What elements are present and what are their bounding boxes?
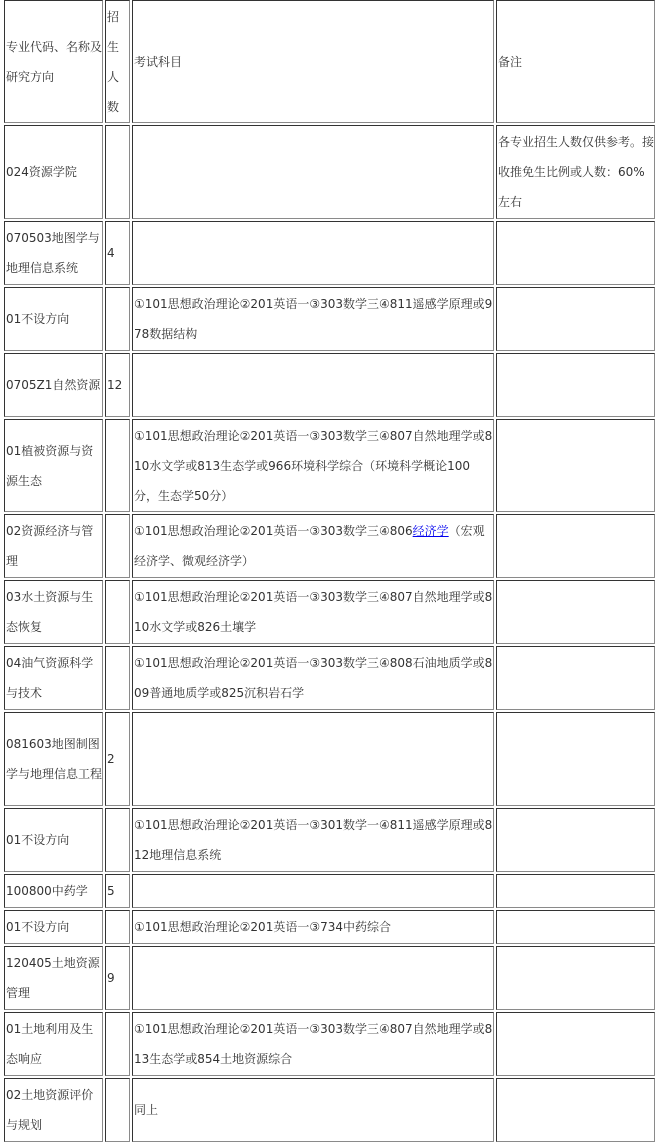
- table-row: [4, 221, 655, 285]
- count-cell: 2: [105, 712, 130, 806]
- table-row: [4, 1078, 655, 1142]
- table-row: [4, 419, 655, 512]
- major-cell: 02资源经济与管理: [4, 514, 103, 578]
- table-row: [4, 910, 655, 944]
- header-count-char: 数: [107, 99, 120, 114]
- table-row: [4, 646, 655, 710]
- major-cell: 02土地资源评价与规划: [4, 1078, 103, 1142]
- notes-cell: [496, 287, 655, 351]
- count-cell: [105, 514, 130, 578]
- header-notes: 备注: [496, 0, 655, 123]
- count-cell: 9: [105, 946, 130, 1010]
- major-cell: 120405土地资源管理: [4, 946, 103, 1010]
- table-row: [4, 712, 655, 806]
- subjects-cell: [132, 514, 494, 578]
- count-cell: 12: [105, 353, 130, 417]
- count-cell: [105, 287, 130, 351]
- table-row: [4, 580, 655, 644]
- notes-cell: [496, 808, 655, 872]
- major-cell: 100800中药学: [4, 874, 103, 908]
- count-cell: [105, 808, 130, 872]
- subjects-cell: ①101思想政治理论②201英语一③303数学三④808石油地质学或809普通地质学或825沉积岩石学: [132, 646, 494, 710]
- subjects-cell: ①101思想政治理论②201英语一③303数学三④807自然地理学或813生态学或854土地资源综合: [132, 1012, 494, 1076]
- notes-cell: [496, 353, 655, 417]
- subjects-cell: [132, 125, 494, 219]
- major-cell: 0705Z1自然资源: [4, 353, 103, 417]
- count-cell: [105, 419, 130, 512]
- major-cell: 070503地图学与地理信息系统: [4, 221, 103, 285]
- subjects-cell: [132, 353, 494, 417]
- subjects-cell: ①101思想政治理论②201英语一③303数学三④807自然地理学或810水文学或826土壤学: [132, 580, 494, 644]
- notes-cell: [496, 712, 655, 806]
- header-subjects: 考试科目: [132, 0, 494, 123]
- header-count-char: 生: [107, 39, 120, 54]
- subjects-prefix: ①101思想政治理论②201英语一③303数学三④806: [134, 524, 413, 538]
- count-cell: 5: [105, 874, 130, 908]
- table-row: [4, 353, 655, 417]
- subjects-cell: [132, 712, 494, 806]
- notes-cell: [496, 514, 655, 578]
- subjects-suffix: （宏观经济学、微观经济学）: [134, 524, 485, 568]
- subjects-cell: [132, 946, 494, 1010]
- admissions-table: [2, 0, 657, 1144]
- major-cell: 01不设方向: [4, 910, 103, 944]
- subjects-cell: 同上: [132, 1078, 494, 1142]
- economics-link[interactable]: 经济学: [412, 524, 449, 538]
- notes-cell: [496, 874, 655, 908]
- count-cell: [105, 1078, 130, 1142]
- header-count-char: 人: [107, 69, 120, 84]
- table-row: [4, 514, 655, 578]
- table-row: [4, 287, 655, 351]
- table-row: [4, 125, 655, 219]
- count-cell: 4: [105, 221, 130, 285]
- count-cell: [105, 125, 130, 219]
- notes-cell: [496, 580, 655, 644]
- major-cell: 01不设方向: [4, 287, 103, 351]
- notes-cell: [496, 1012, 655, 1076]
- major-cell: 01不设方向: [4, 808, 103, 872]
- notes-cell: [496, 910, 655, 944]
- notes-cell: [496, 1078, 655, 1142]
- notes-cell: [496, 419, 655, 512]
- major-cell: 04油气资源科学与技术: [4, 646, 103, 710]
- major-cell: 03水土资源与生态恢复: [4, 580, 103, 644]
- subjects-cell: [132, 874, 494, 908]
- subjects-cell: ①101思想政治理论②201英语一③303数学三④811遥感学原理或978数据结构: [132, 287, 494, 351]
- major-cell: 01植被资源与资源生态: [4, 419, 103, 512]
- notes-cell: [496, 646, 655, 710]
- header-count-char: 招: [107, 9, 120, 24]
- table-row: [4, 874, 655, 908]
- table-row: [4, 1012, 655, 1076]
- notes-cell: [496, 946, 655, 1010]
- major-cell: 01土地利用及生态响应: [4, 1012, 103, 1076]
- notes-cell: 各专业招生人数仅供参考。接收推免生比例或人数：60%左右: [496, 125, 655, 219]
- subjects-cell: ①101思想政治理论②201英语一③303数学三④807自然地理学或810水文学或813生态学或966环境科学综合（环境科学概论100分，生态学50分）: [132, 419, 494, 512]
- count-cell: [105, 646, 130, 710]
- subjects-cell: [132, 221, 494, 285]
- major-cell: 081603地图制图学与地理信息工程: [4, 712, 103, 806]
- table-row: [4, 946, 655, 1010]
- count-cell: [105, 1012, 130, 1076]
- count-cell: [105, 910, 130, 944]
- subjects-cell: ①101思想政治理论②201英语一③734中药综合: [132, 910, 494, 944]
- header-major: 专业代码、名称及研究方向: [4, 0, 103, 123]
- subjects-cell: ①101思想政治理论②201英语一③301数学一④811遥感学原理或812地理信息系统: [132, 808, 494, 872]
- table-row: [4, 808, 655, 872]
- major-cell: 024资源学院: [4, 125, 103, 219]
- header-row: [4, 0, 655, 123]
- header-count: [105, 0, 130, 123]
- notes-cell: [496, 221, 655, 285]
- count-cell: [105, 580, 130, 644]
